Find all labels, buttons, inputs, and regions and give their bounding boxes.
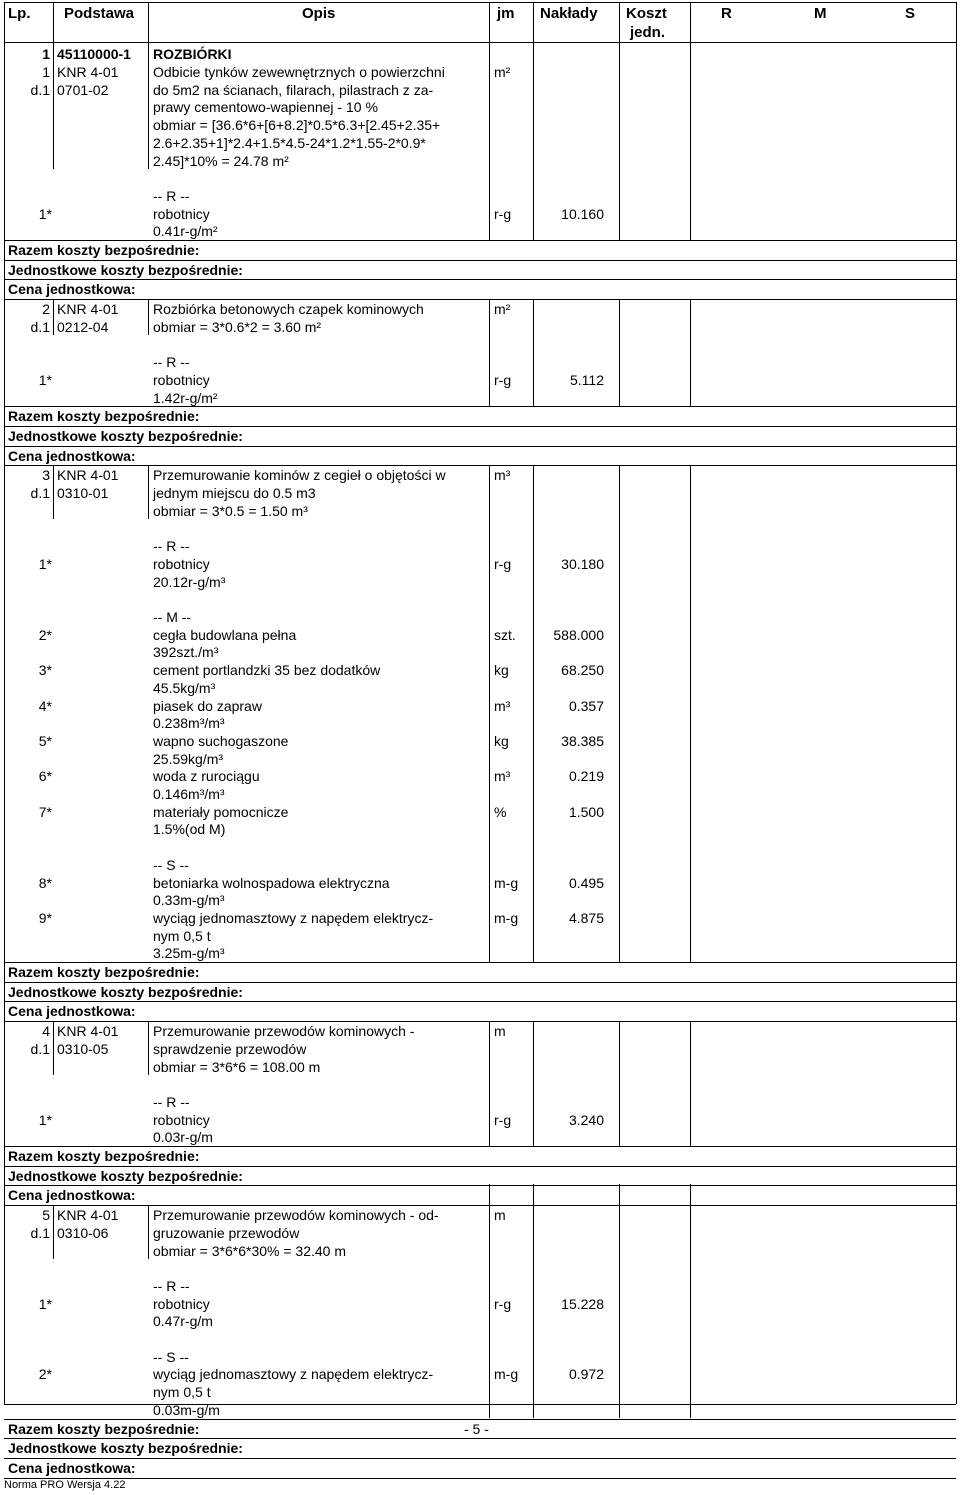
resource-unit: m-g [494, 909, 519, 926]
value-column-line [533, 465, 534, 962]
position-description-line: Przemurowanie kominów z cegieł o objętości w [153, 467, 446, 484]
position-basis-code: 0701-02 [57, 81, 109, 98]
jednostkowe-koszty-label: Jednostkowe koszty bezpośrednie: [8, 1440, 243, 1457]
value-column-line [619, 1021, 620, 1146]
resource-unit: r-g [494, 205, 512, 222]
value-column-line [619, 299, 620, 406]
resource-unit: kg [494, 662, 509, 679]
position-description-line: Przemurowanie przewodów kominowych - [153, 1023, 415, 1040]
header-koszt: Koszt [626, 5, 667, 22]
jednostkowe-koszty-label: Jednostkowe koszty bezpośrednie: [8, 428, 243, 444]
resource-name-line: robotnicy [153, 555, 210, 572]
position-subnumber: d.1 [30, 485, 50, 502]
summary-line [4, 446, 956, 447]
summary-line [4, 426, 956, 427]
cena-jednostkowa-label: Cena jednostkowa: [8, 1003, 136, 1020]
resource-number: 1* [38, 205, 52, 222]
resource-group-title: -- M -- [153, 609, 192, 625]
summary-line [4, 982, 956, 983]
cena-jednostkowa-label: Cena jednostkowa: [8, 1187, 136, 1204]
resource-unit: r-g [494, 1295, 512, 1312]
resource-unit: szt. [494, 626, 516, 643]
resource-group-title: -- S -- [153, 1348, 189, 1365]
summary-top-line [4, 406, 956, 407]
position-number: 4 [42, 1023, 50, 1040]
position-description-line: gruzowanie przewodów [153, 1224, 300, 1241]
resource-name-line: 0.47r-g/m [153, 1313, 213, 1330]
position-number: 1 [42, 64, 50, 80]
position-subnumber: d.1 [30, 81, 50, 98]
resource-unit: % [494, 803, 507, 820]
header-opis: Opis [302, 5, 336, 22]
jednostkowe-koszty-label: Jednostkowe koszty bezpośrednie: [8, 983, 243, 1000]
value-column-line [533, 299, 534, 406]
resource-name-line: robotnicy [153, 205, 210, 222]
cena-jednostkowa-label: Cena jednostkowa: [8, 447, 136, 464]
value-column-line [489, 1021, 490, 1146]
position-basis-code: 0310-06 [57, 1224, 109, 1241]
value-column-line [690, 62, 691, 240]
position-description-line: prawy cementowo-wapiennej - 10 % [153, 99, 378, 116]
resource-name-line: 25.59kg/m³ [153, 750, 224, 767]
summary-line [4, 1185, 956, 1186]
resource-name-line: wapno suchogaszone [153, 732, 289, 749]
razem-koszty-label: Razem koszty bezpośrednie: [8, 1420, 200, 1437]
resource-name-line: 20.12r-g/m³ [153, 573, 226, 590]
position-unit: m³ [494, 467, 511, 484]
section-code: 45110000-1 [57, 46, 131, 62]
resource-quantity: 0.495 [568, 874, 604, 891]
basis-column-line [53, 300, 54, 335]
summary-line [4, 279, 956, 280]
cena-jednostkowa-label: Cena jednostkowa: [8, 281, 136, 298]
header-column-line [53, 2, 54, 42]
position-description-line: Przemurowanie przewodów kominowych - od- [153, 1207, 439, 1224]
razem-koszty-label: Razem koszty bezpośrednie: [8, 408, 200, 425]
resource-number: 1* [38, 1111, 52, 1128]
position-description-line: obmiar = 3*6*6 = 108.00 m [153, 1058, 321, 1075]
resource-quantity: 68.250 [561, 662, 604, 679]
position-basis: KNR 4-01 [57, 1207, 119, 1224]
description-column-line [148, 1022, 149, 1075]
resource-name-line: piasek do zapraw [153, 697, 262, 714]
position-bottom-line [4, 1021, 956, 1022]
resource-group-title: -- R -- [153, 538, 190, 555]
resource-unit: r-g [494, 371, 512, 388]
resource-name-line: nym 0,5 t [153, 1384, 211, 1401]
value-column-line [690, 1021, 691, 1146]
summary-top-line [4, 1419, 956, 1420]
position-number: 2 [42, 301, 50, 318]
section-column-line [148, 42, 149, 63]
header-r: R [721, 5, 732, 22]
resource-unit: m³ [494, 768, 511, 785]
value-column-line [489, 1184, 490, 1404]
resource-name-line: 45.5kg/m³ [153, 679, 216, 696]
description-column-line [148, 1206, 149, 1259]
position-unit: m² [494, 301, 511, 318]
header-jm: jm [497, 5, 515, 22]
description-column-line [148, 300, 149, 335]
basis-column-line [53, 63, 54, 169]
value-column-line [533, 62, 534, 240]
resource-quantity: 30.180 [561, 555, 604, 572]
resource-number: 4* [38, 697, 52, 714]
position-basis-code: 0310-05 [57, 1040, 109, 1057]
value-column-line [489, 299, 490, 406]
value-column-line [690, 299, 691, 406]
position-basis: KNR 4-01 [57, 467, 119, 484]
header-naklady: Nakłady [540, 5, 598, 22]
position-bottom-line [4, 299, 956, 300]
cena-jednostkowa-label: Cena jednostkowa: [8, 1459, 136, 1476]
position-number: 5 [42, 1207, 50, 1224]
position-description-line: jednym miejscu do 0.5 m3 [153, 485, 316, 502]
resource-group-title: -- R -- [153, 187, 190, 204]
position-basis: KNR 4-01 [57, 301, 119, 318]
position-description-line: obmiar = 3*0.5 = 1.50 m³ [153, 502, 308, 519]
resource-name-line: 0.238m³/m³ [153, 715, 225, 732]
resource-quantity: 0.972 [568, 1366, 604, 1383]
section-column-line [489, 42, 490, 63]
value-column-line [533, 1021, 534, 1146]
header-column-line [619, 2, 620, 42]
summary-top-line [4, 240, 956, 241]
resource-name-line: cement portlandzki 35 bez dodatków [153, 662, 381, 679]
resource-name-line: wyciąg jednomasztowy z napędem elektrycz- [153, 1366, 434, 1383]
resource-group-title: -- S -- [153, 856, 189, 873]
resource-unit: m-g [494, 874, 519, 891]
resource-number: 2* [38, 626, 52, 643]
description-column-line [148, 466, 149, 519]
value-column-line [489, 465, 490, 962]
razem-koszty-label: Razem koszty bezpośrednie: [8, 242, 200, 258]
resource-name-line: nym 0,5 t [153, 927, 211, 944]
resource-name-line: wyciąg jednomasztowy z napędem elektrycz- [153, 909, 434, 926]
resource-name-line: 392szt./m³ [153, 644, 219, 661]
resource-name-line: 1.5%(od M) [153, 821, 226, 838]
page-number: - 5 - [464, 1421, 489, 1437]
header-s: S [905, 5, 916, 22]
resource-name-line: 0.41r-g/m² [153, 223, 218, 240]
header-column-line [533, 2, 534, 42]
position-unit: m² [494, 64, 511, 80]
section-column-line [533, 42, 534, 63]
table-left-line [4, 2, 5, 1404]
position-description-line: obmiar = 3*6*6*30% = 32.40 m [153, 1242, 347, 1259]
value-column-line [619, 62, 620, 240]
resource-unit: r-g [494, 555, 512, 572]
razem-koszty-label: Razem koszty bezpośrednie: [8, 1148, 200, 1164]
position-description-line: Rozbiórka betonowych czapek kominowych [153, 301, 424, 318]
section-column-line [53, 42, 54, 63]
header-column-line [690, 2, 691, 42]
summary-top-line [4, 962, 956, 963]
section-title: ROZBIÓRKI [153, 46, 232, 62]
value-column-line [690, 465, 691, 962]
resource-unit: r-g [494, 1111, 512, 1128]
resource-name-line: 0.33m-g/m³ [153, 892, 225, 909]
resource-unit: m-g [494, 1366, 519, 1383]
resource-group-title: -- R -- [153, 1093, 190, 1110]
position-description-line: sprawdzenie przewodów [153, 1040, 307, 1057]
summary-line [4, 1001, 956, 1002]
section-lp: 1 [42, 46, 50, 62]
resource-quantity: 4.875 [568, 909, 604, 926]
resource-number: 7* [38, 803, 52, 820]
position-basis: KNR 4-01 [57, 64, 119, 80]
resource-quantity: 0.357 [568, 697, 604, 714]
table-top-line [4, 2, 956, 3]
resource-group-title: -- R -- [153, 1277, 190, 1294]
header-podstawa: Podstawa [64, 5, 135, 22]
resource-quantity: 10.160 [561, 205, 604, 222]
position-subnumber: d.1 [30, 1040, 50, 1057]
summary-line [4, 1166, 956, 1167]
table-right-line [956, 2, 957, 1404]
resource-quantity: 0.219 [568, 768, 604, 785]
summary-line [4, 1438, 956, 1439]
header-column-line [489, 2, 490, 42]
basis-column-line [53, 466, 54, 519]
jednostkowe-koszty-label: Jednostkowe koszty bezpośrednie: [8, 261, 243, 278]
resource-number: 9* [38, 909, 52, 926]
header-bottom-line [4, 42, 956, 43]
software-footer: Norma PRO Wersja 4.22 [4, 1479, 126, 1491]
resource-name-line: woda z rurociągu [153, 768, 260, 785]
position-subnumber: d.1 [30, 318, 50, 335]
resource-number: 8* [38, 874, 52, 891]
value-column-line [619, 1184, 620, 1404]
value-column-line [619, 465, 620, 962]
resource-name-line: cegła budowlana pełna [153, 626, 297, 643]
position-bottom-line [4, 465, 956, 466]
position-description-line: do 5m2 na ścianach, filarach, pilastrach z za- [153, 81, 434, 98]
position-unit: m [494, 1207, 506, 1224]
resource-name-line: 0.146m³/m³ [153, 786, 225, 802]
basis-column-line [53, 1022, 54, 1075]
section-column-line [690, 42, 691, 63]
resource-name-line: robotnicy [153, 1295, 210, 1312]
position-basis: KNR 4-01 [57, 1023, 119, 1040]
resource-number: 1* [38, 555, 52, 572]
resource-number: 1* [38, 371, 52, 388]
resource-name-line: materiały pomocnicze [153, 803, 289, 820]
resource-name-line: 3.25m-g/m³ [153, 945, 225, 962]
resource-quantity: 38.385 [561, 732, 604, 749]
position-bottom-line [4, 1478, 956, 1479]
position-subnumber: d.1 [30, 1224, 50, 1241]
resource-unit: m³ [494, 697, 511, 714]
resource-name-line: 0.03m-g/m [153, 1401, 220, 1418]
resource-number: 2* [38, 1366, 52, 1383]
resource-name-line: 0.03r-g/m [153, 1129, 213, 1146]
summary-line [4, 260, 956, 261]
resource-quantity: 3.240 [568, 1111, 604, 1128]
resource-quantity: 588.000 [553, 626, 604, 643]
position-description-line: obmiar = 3*0.6*2 = 3.60 m² [153, 318, 322, 335]
resource-number: 5* [38, 732, 52, 749]
razem-koszty-label: Razem koszty bezpośrednie: [8, 964, 200, 980]
header-koszt-jedn: jedn. [630, 24, 666, 41]
resource-number: 1* [38, 1295, 52, 1312]
jednostkowe-koszty-label: Jednostkowe koszty bezpośrednie: [8, 1167, 243, 1184]
header-lp: Lp. [8, 5, 31, 22]
position-description-line: 2.6+2.35+1]*2.4+1.5*4.5-24*1.2*1.55-2*0.9* [153, 134, 426, 151]
value-column-line [489, 62, 490, 240]
header-m: M [814, 5, 827, 22]
basis-column-line [53, 1206, 54, 1259]
value-column-line [690, 1184, 691, 1404]
position-basis-code: 0212-04 [57, 318, 109, 335]
resource-quantity: 5.112 [570, 371, 604, 388]
position-description-line: 2.45]*10% = 24.78 m² [153, 152, 289, 169]
resource-name-line: robotnicy [153, 371, 210, 388]
summary-line [4, 1458, 956, 1459]
resource-name-line: robotnicy [153, 1111, 210, 1128]
resource-quantity: 1.500 [568, 803, 604, 820]
resource-quantity: 15.228 [561, 1295, 604, 1312]
resource-group-title: -- R -- [153, 354, 190, 371]
section-column-line [619, 42, 620, 63]
description-column-line [148, 63, 149, 169]
position-number: 3 [42, 467, 50, 484]
position-basis-code: 0310-01 [57, 485, 109, 502]
position-description-line: Odbicie tynków zewewnętrznych o powierzchni [153, 64, 445, 80]
resource-number: 3* [38, 662, 52, 679]
resource-name-line: 1.42r-g/m² [153, 389, 218, 406]
resource-number: 6* [38, 768, 52, 785]
position-unit: m [494, 1023, 506, 1040]
position-description-line: obmiar = [36.6*6+[6+8.2]*0.5*6.3+[2.45+2.35+ [153, 117, 441, 134]
summary-top-line [4, 1146, 956, 1147]
value-column-line [533, 1184, 534, 1404]
header-column-line [148, 2, 149, 42]
position-bottom-line [4, 1205, 956, 1206]
resource-unit: kg [494, 732, 509, 749]
table-bottom-line [4, 1404, 956, 1405]
resource-name-line: betoniarka wolnospadowa elektryczna [153, 874, 390, 891]
